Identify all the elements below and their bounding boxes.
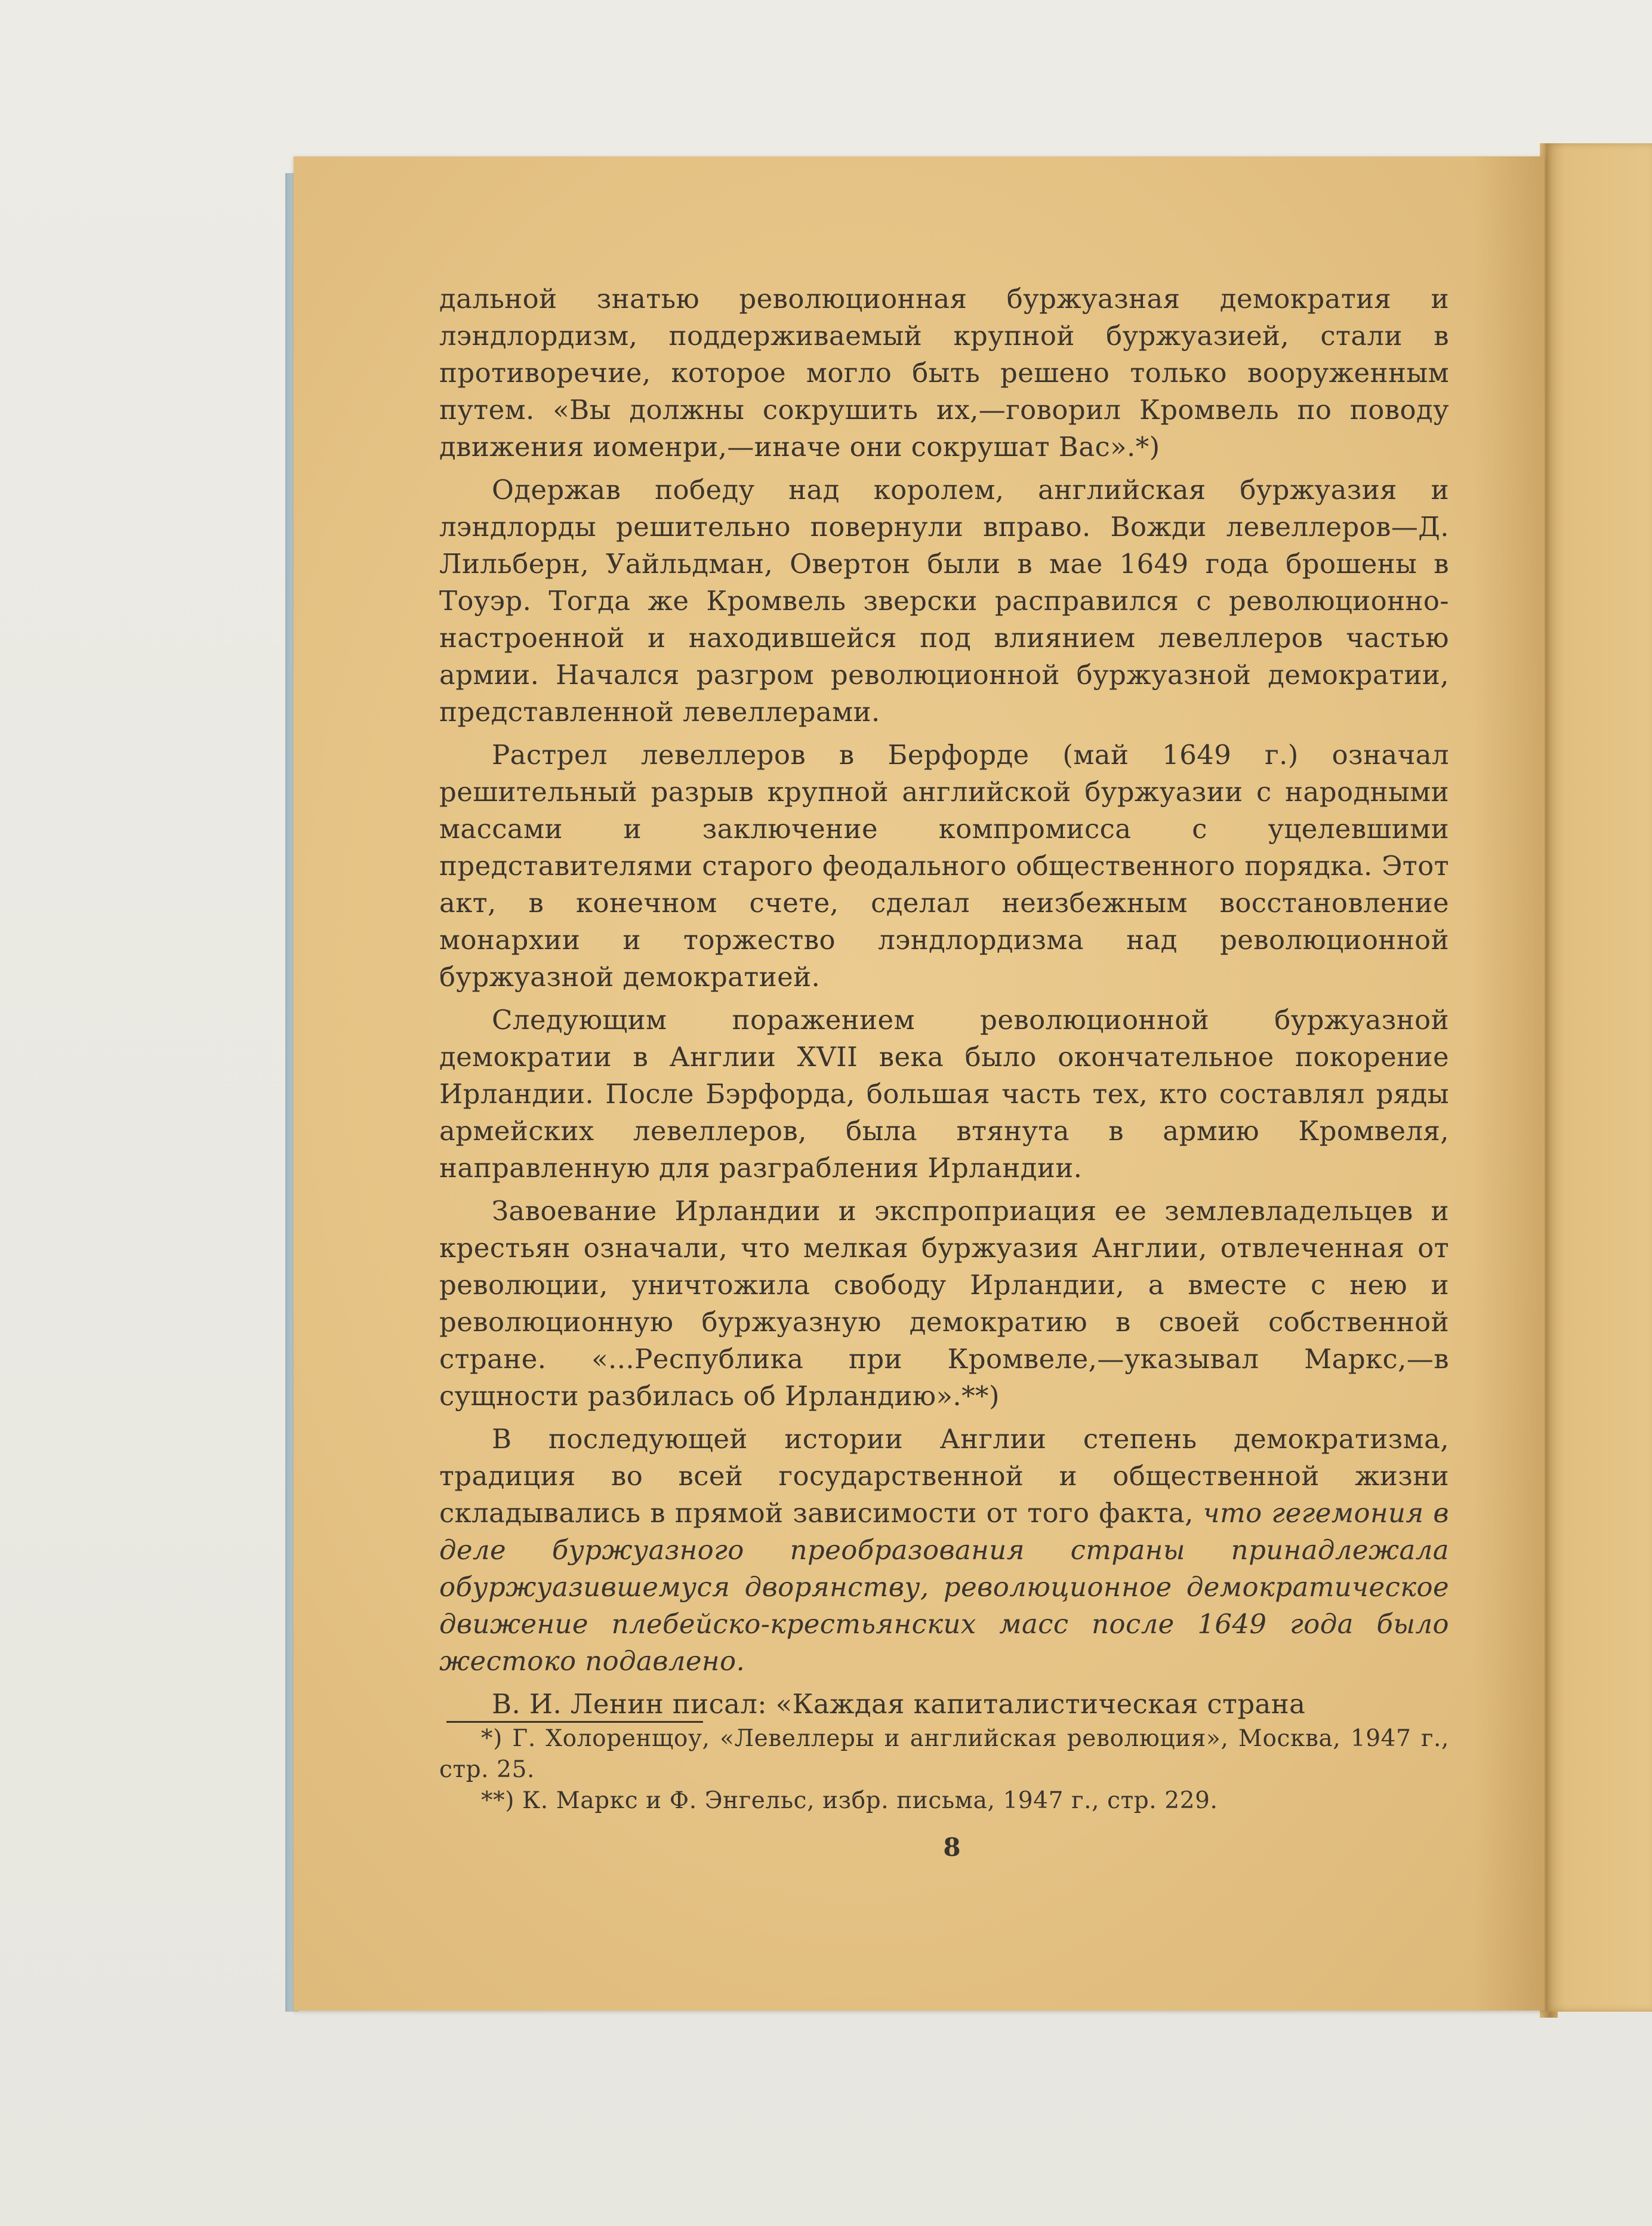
facing-page-edge xyxy=(1546,143,1652,2012)
body-text xyxy=(439,281,1449,1729)
paragraph-4: Следующим поражением революционной буржуазной демократии в Англии XVII века было окончательное покорение Ирландии. После Бэрфорда, большая часть тех, кто составлял ряды армейских левеллеров, была втянута в армию Кромвеля, направленную для разграбления Ирландии. xyxy=(439,1004,1449,1184)
paragraph-1: дальной знатью революционная буржуазная демократия и лэндлордизм, поддерживаемый крупной буржуазией, стали в противоречие, которое могло быть решено только вооруженным путем. «Вы должны сокрушить их,—говорил Кромвель по поводу движения иоменри,—иначе они сокрушат Вас».*) xyxy=(439,283,1449,463)
footnote-rule xyxy=(446,1721,703,1723)
paragraph-6-text: В последующей истории Англии степень демократизма, традиция во всей государственной и общественной жизни складывались в прямой зависимости от того факта, xyxy=(439,1423,1449,1529)
footnotes xyxy=(439,1723,1449,1816)
paragraph-7: В. И. Ленин писал: «Каждая капиталистическая страна xyxy=(492,1688,1306,1720)
page-number: 8 xyxy=(943,1833,961,1862)
paragraph-3: Растрел левеллеров в Берфорде (май 1649 г.) означал решительный разрыв крупной английской буржуазии с народными массами и заключение компромисса с уцелевшими представителями старого феодального общественного порядка. Этот акт, в конечном счете, сделал неизбежным восстановление монархии и торжество лэндлордизма над революционной буржуазной демократией. xyxy=(439,739,1449,993)
paragraph-2: Одержав победу над королем, английская буржуазия и лэндлорды решительно повернули вправо. Вожди левеллеров—Д. Лильберн, Уайльдман, Овертон были в мае 1649 года брошены в Тоуэр. Тогда же Кромвель зверски расправился с революционно-настроенной и находившейся под влиянием левеллеров частью армии. Начался разгром революционной буржуазной демократии, представленной левеллерами. xyxy=(439,474,1449,728)
paragraph-6 xyxy=(439,1421,1449,1680)
paragraph-6-italic: что гегемония в деле буржуазного преобразования страны принадлежала обуржуазившемуся дворянству, революционное демократическое движение плебейско-крестьянских масс после 1649 года было жестоко подавлено. xyxy=(439,1497,1449,1677)
footnote-2: **) К. Маркс и Ф. Энгельс, избр. письма, 1947 г., стр. 229. xyxy=(481,1787,1218,1814)
paragraph-5: Завоевание Ирландии и экспроприация ее землевладельцев и крестьян означали, что мелкая буржуазия Англии, отвлеченная от революции, уничтожила свободу Ирландии, а вместе с нею и революционную буржуазную демократию в своей собственной стране. «...Республика при Кромвеле,—указывал Маркс,—в сущности разбилась об Ирландию».**) xyxy=(439,1195,1449,1412)
footnote-1: *) Г. Холоренщоу, «Левеллеры и английская революция», Москва, 1947 г., стр. 25. xyxy=(439,1725,1449,1783)
